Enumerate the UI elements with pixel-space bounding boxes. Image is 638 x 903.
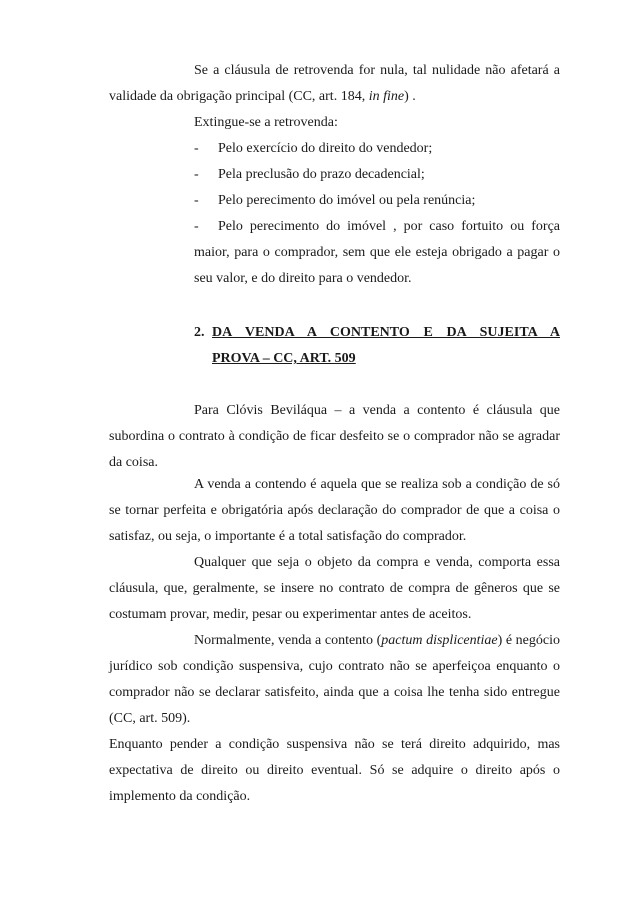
paragraph-nullity-text-b: ) . (404, 89, 416, 104)
list-item: - Pelo perecimento do imóvel ou pela renúncia; (194, 188, 475, 214)
paragraph-contendo: A venda a contendo é aquela que se realiza sob a condição de só se tornar perfeita e obrigatória após declaração do comprador de que a coisa o satisfaz, ou seja, o importante é a total satisfação do comprador. (109, 477, 560, 544)
paragraph-nullity-emphasis: in fine (368, 89, 405, 104)
document-page: Se a cláusula de retrovenda for nula, tal nulidade não afetará a validade da obrigação principal (CC, art. 184, in fine) . Extingue-se a retrovenda: - Pelo exercício do direito do vendedor; - Pela preclusão do prazo decadencial; - Pelo perecimento do imóvel ou pela renúncia; - Pelo perecimento do imóvel , por caso fortuito ou força maior, para o comprador, sem que ele esteja obrigado a pagar o seu valor, e do direito para o vendedor. 2. DA VENDA A CONTENTO E DA SUJEITA A PROVA – CC, ART. 509 Para Clóvis Beviláqua – a venda a contento é cláusula que subordina o contrato à condição de ficar desfeito se o comprador não se agradar da coisa. A venda a contendo é aquela que se realiza sob a condição de só se tornar perfeita e obrigatória após declaração do comprador de que a coisa o satisfaz, ou seja, o importante é a total satisfação do comprador. Qualquer que seja o objeto da compra e venda, comporta essa cláusula, que, geralmente, se insere no contrato de compra de gêneros que se costumam provar, medir, pesar ou experimentar antes de aceitos. Normalmente, venda a contento (pactum displicentiae) é negócio jurídico sob condição suspensiva, cujo contrato não se aperfeiçoa enquanto o comprador não se declarar satisfeito, ainda que a coisa lhe tenha sido entregue (CC, art. 509). Enquanto pender a condição suspensiva não se terá direito adquirido, mas expectativa de direito ou direito eventual. Só se adquire o direito após o implemento da condição. (0, 0, 638, 903)
list-dash: - (194, 219, 199, 234)
list-dash: - (194, 141, 199, 156)
paragraph-enquanto: Enquanto pender a condição suspensiva não se terá direito adquirido, mas expectativa de direito ou direito eventual. Só se adquire o direito após o implemento da condição. (109, 737, 560, 804)
list-dash: - (194, 167, 199, 182)
section-title-line-2: PROVA – CC, ART. 509 (212, 351, 356, 366)
list-item: - Pelo exercício do direito do vendedor; (194, 136, 432, 162)
paragraph-nullity-text-a: Se a cláusula de retrovenda for nula, tal nulidade não afetará a validade da obrigação principal (CC, art. 184, (109, 63, 560, 104)
list-dash: - (194, 193, 199, 208)
paragraph-normalmente-emphasis: pactum displicentiae (381, 633, 498, 648)
list-item: - Pelo perecimento do imóvel , por caso fortuito ou força maior, para o comprador, sem que ele esteja obrigado a pagar o seu valor, e do direito para o vendedor. (194, 214, 560, 292)
section-title-line-1: DA VENDA A CONTENTO E DA SUJEITA A (212, 325, 560, 340)
paragraph-bevilaqua: Para Clóvis Beviláqua – a venda a contento é cláusula que subordina o contrato à condição de ficar desfeito se o comprador não se agradar da coisa. (109, 403, 560, 470)
list-item: - Pela preclusão do prazo decadencial; (194, 162, 425, 188)
paragraph-normalmente: Normalmente, venda a contento (pactum displicentiae) é negócio jurídico sob condição suspensiva, cujo contrato não se aperfeiçoa enquanto o comprador não se declarar satisfeito, ainda que a coisa lhe tenha sido entregue (CC, art. 509). (109, 633, 560, 726)
paragraph-nullity (109, 58, 560, 110)
paragraph-qualquer: Qualquer que seja o objeto da compra e venda, comporta essa cláusula, que, geralmente, se insere no contrato de compra de gêneros que se costumam provar, medir, pesar ou experimentar antes de aceitos. (109, 555, 560, 622)
section-number: 2. (194, 325, 205, 340)
